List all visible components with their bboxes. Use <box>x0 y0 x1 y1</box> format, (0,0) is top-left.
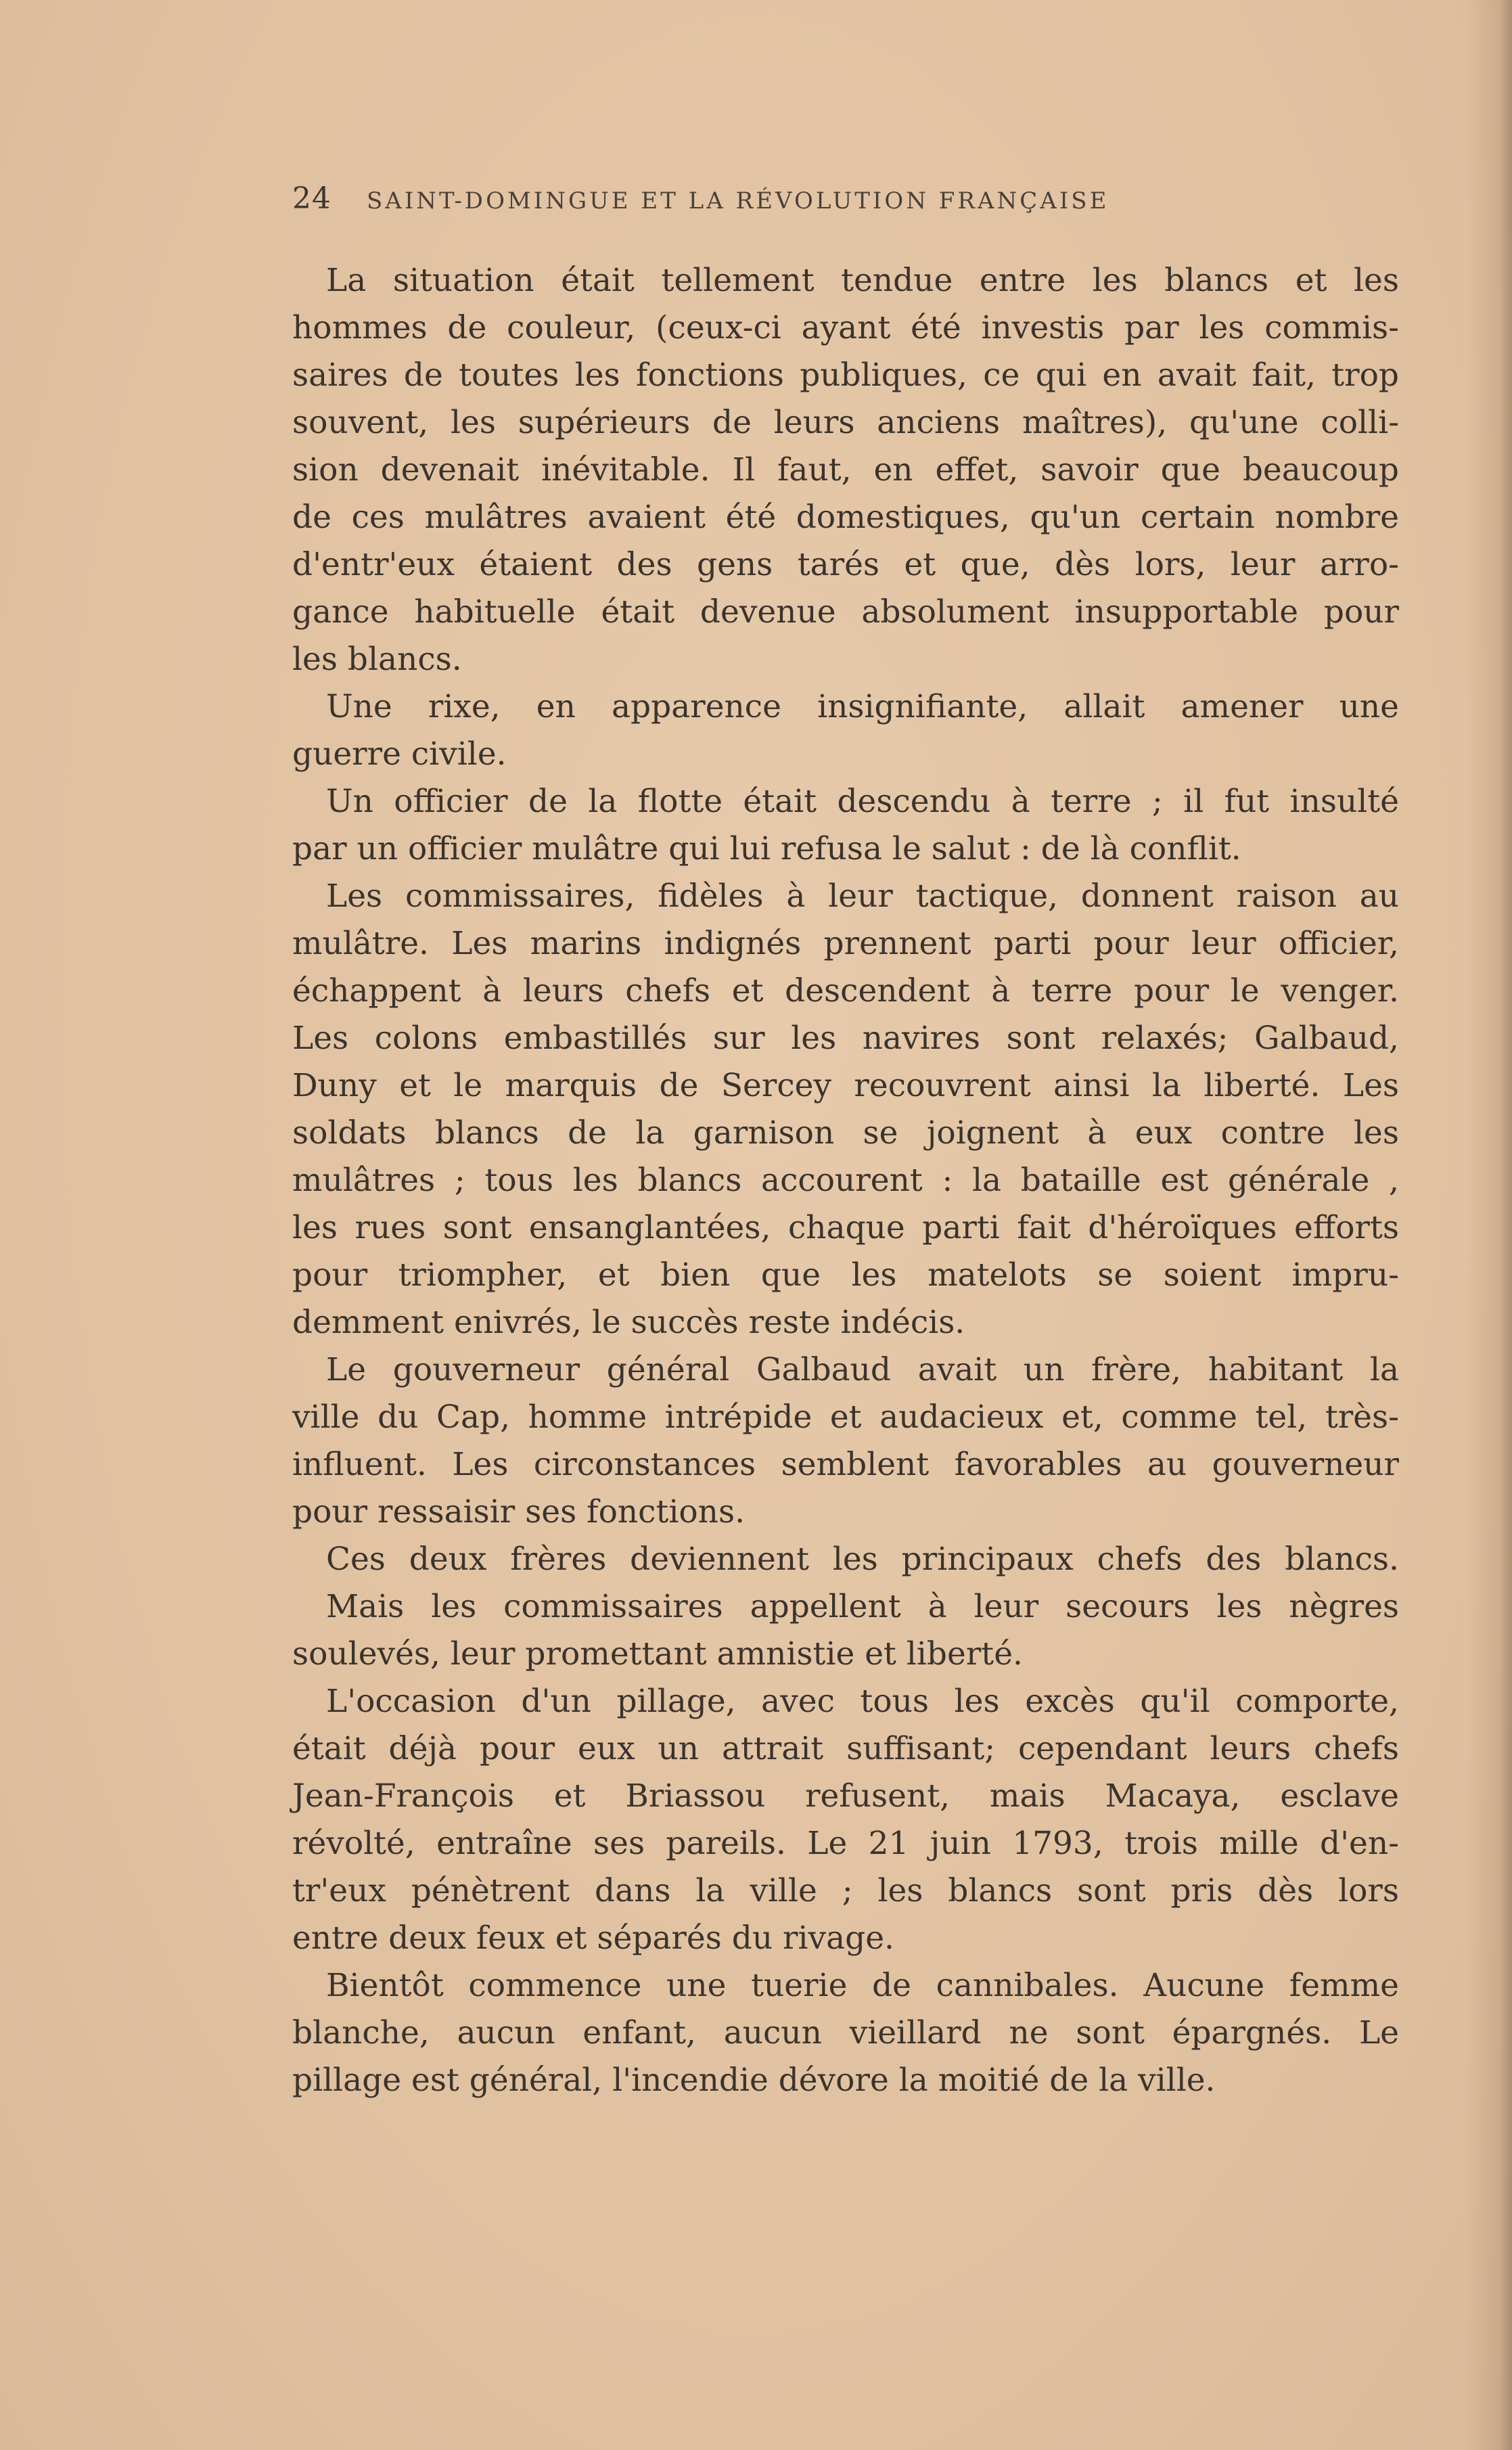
text-line: Les colons embastillés sur les navires sont relaxés; Galbaud, <box>292 1020 1399 1057</box>
text-line: hommes de couleur, (ceux-ci ayant été investis par les commis- <box>292 309 1399 346</box>
text-line: demment enivrés, le succès reste indécis. <box>292 1304 965 1341</box>
text-line: par un officier mulâtre qui lui refusa le salut : de là conflit. <box>292 830 1241 867</box>
text-line: Ces deux frères deviennent les principaux chefs des blancs. <box>326 1541 1399 1578</box>
text-line: soldats blancs de la garnison se joignent à eux contre les <box>292 1114 1399 1152</box>
text-line: Un officier de la flotte était descendu à terre ; il fut insulté <box>326 783 1399 820</box>
text-line: saires de toutes les fonctions publiques, ce qui en avait fait, trop <box>292 357 1399 394</box>
text-line: entre deux feux et séparés du rivage. <box>292 1920 894 1957</box>
text-line: échappent à leurs chefs et descendent à terre pour le venger. <box>292 972 1399 1010</box>
text-line: gance habituelle était devenue absolument insupportable pour <box>292 593 1399 631</box>
text-line: souvent, les supérieurs de leurs anciens maîtres), qu'une colli- <box>292 404 1399 441</box>
text-line: blanche, aucun enfant, aucun vieillard ne sont épargnés. Le <box>292 2014 1399 2051</box>
text-line: influent. Les circonstances semblent favorables au gouverneur <box>292 1446 1399 1483</box>
body-text <box>292 257 1399 2104</box>
text-line: pour triompher, et bien que les matelots se soient impru- <box>292 1256 1399 1294</box>
text-line: sion devenait inévitable. Il faut, en effet, savoir que beaucoup <box>292 451 1399 489</box>
text-line: Bientôt commence une tuerie de cannibales. Aucune femme <box>326 1967 1399 2004</box>
text-line: mulâtres ; tous les blancs accourent : la bataille est générale , <box>292 1162 1399 1199</box>
page-number: 24 <box>292 181 331 216</box>
text-line: soulevés, leur promettant amnistie et liberté. <box>292 1635 1023 1673</box>
text-line: pour ressaisir ses fonctions. <box>292 1493 746 1530</box>
text-line: pillage est général, l'incendie dévore la moitié de la ville. <box>292 2062 1216 2099</box>
text-line: était déjà pour eux un attrait suffisant; cependant leurs chefs <box>292 1730 1399 1767</box>
text-line: mulâtre. Les marins indignés prennent parti pour leur officier, <box>292 925 1399 962</box>
text-line: Mais les commissaires appellent à leur secours les nègres <box>326 1588 1399 1625</box>
text-line: La situation était tellement tendue entre les blancs et les <box>326 262 1399 299</box>
text-line: Les commissaires, fidèles à leur tactique, donnent raison au <box>326 878 1399 915</box>
text-line: tr'eux pénètrent dans la ville ; les blancs sont pris dès lors <box>292 1872 1399 1909</box>
running-head <box>292 181 1266 222</box>
text-line: les blancs. <box>292 641 462 678</box>
text-line: L'occasion d'un pillage, avec tous les excès qu'il comporte, <box>326 1683 1399 1720</box>
text-line: guerre civile. <box>292 735 507 773</box>
text-line: révolté, entraîne ses pareils. Le 21 juin 1793, trois mille d'en- <box>292 1825 1399 1862</box>
text-line: Le gouverneur général Galbaud avait un frère, habitant la <box>326 1351 1399 1388</box>
text-line: ville du Cap, homme intrépide et audacieux et, comme tel, très- <box>292 1399 1399 1436</box>
text-line: Duny et le marquis de Sercey recouvrent ainsi la liberté. Les <box>292 1067 1399 1104</box>
text-line: d'entr'eux étaient des gens tarés et que, dès lors, leur arro- <box>292 546 1399 583</box>
text-line: Une rixe, en apparence insignifiante, allait amener une <box>326 688 1399 725</box>
running-title: SAINT-DOMINGUE ET LA RÉVOLUTION FRANÇAISE <box>367 187 1109 214</box>
text-line: les rues sont ensanglantées, chaque parti fait d'héroïques efforts <box>292 1209 1399 1246</box>
text-line: de ces mulâtres avaient été domestiques, qu'un certain nombre <box>292 499 1399 536</box>
text-line: Jean-François et Briassou refusent, mais Macaya, esclave <box>292 1777 1399 1815</box>
